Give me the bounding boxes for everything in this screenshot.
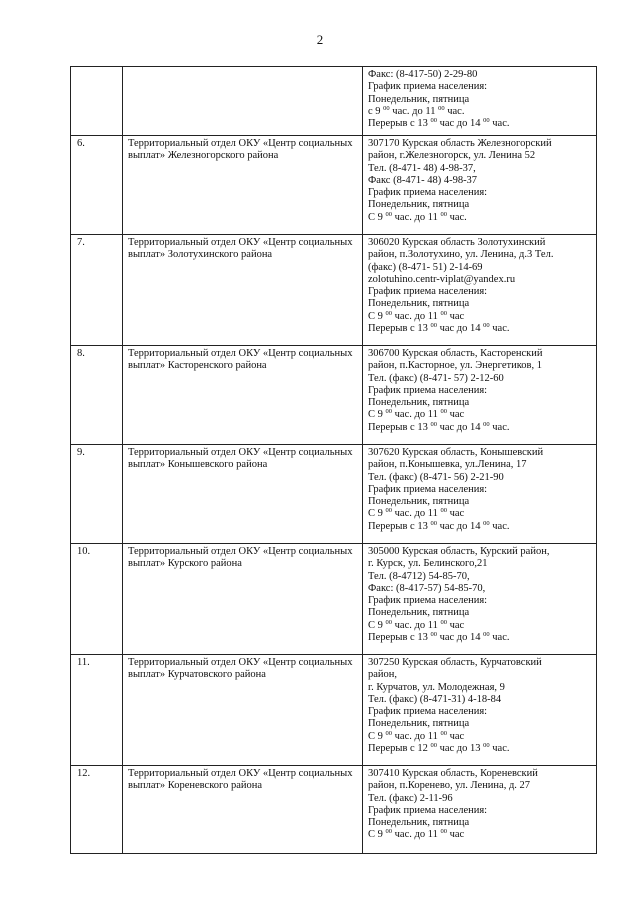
office-contact-cell [363,655,597,766]
contact-line: 306020 Курская область Золотухинский [368,237,546,248]
schedule-text: Перерыв с 13 [368,421,431,433]
offices-table [70,66,597,854]
contact-line: Понедельник, пятница [368,718,470,730]
schedule-minutes: 00 [483,631,490,639]
schedule-minutes: 00 [430,519,437,527]
contact-line: Тел. (факс) (8-471- 56) 2-21-90 [368,471,504,483]
schedule-minutes: 00 [440,507,447,515]
schedule-text: С 9 [368,409,386,421]
contact-line: район, п.Касторное, ул. Энергетиков, 1 [368,360,542,372]
schedule-text: час до 14 [436,632,484,644]
contact-line: 307250 Курская область, Курчатовский [368,657,542,668]
row-number-cell [71,67,123,136]
contact-line: Тел. (факс) 2-11-96 [368,792,453,804]
schedule-text: час. до 11 [392,211,441,223]
office-contact-cell [363,136,597,235]
office-name: Территориальный отдел ОКУ «Центр социальных выплат» Курского района [128,546,353,570]
office-name-cell [123,655,363,766]
contact-line: Факс: (8-417-50) 2-29-80 [368,69,478,80]
row-number: 10. [77,546,91,557]
contact-line: район, п.Золотухино, ул. Ленина, д.3 Тел. [368,249,554,261]
contact-line [363,323,596,335]
contact-line: График приема населения: [368,595,488,607]
office-name-cell [123,67,363,136]
row-number: 12. [77,768,91,779]
schedule-text: Перерыв с 13 [368,323,431,335]
office-row [71,544,597,655]
contact-line: 306700 Курская область, Касторенский [368,348,543,359]
contact-line: район, п.Конышевка, ул.Ленина, 17 [368,459,527,471]
office-row [71,67,597,136]
schedule-text: Перерыв с 13 [368,632,431,644]
schedule-text: час. [489,323,510,335]
schedule-minutes: 00 [440,309,447,317]
contact-line [363,829,596,841]
schedule-minutes: 00 [385,828,393,836]
contact-line [363,632,596,644]
schedule-minutes: 00 [430,420,437,428]
schedule-text: час. до 11 [392,409,441,421]
contact-line: Понедельник, пятница [368,607,470,619]
contact-line: Тел. (факс) (8-471-31) 4-18-84 [368,693,502,705]
office-contact-cell [363,766,597,854]
schedule-text: час до 14 [436,520,484,532]
schedule-minutes: 00 [483,742,490,750]
schedule-text: час. [489,632,510,644]
row-number-cell [71,766,123,854]
schedule-text: Перерыв с 12 [368,743,431,755]
contact-line [363,620,596,632]
office-name: Территориальный отдел ОКУ «Центр социальных выплат» Железногорского района [128,138,353,162]
schedule-text: С 9 [368,211,386,223]
office-row [71,655,597,766]
schedule-minutes: 00 [385,210,393,218]
contact-line: График приема населения: [368,706,488,718]
contact-line [363,508,596,520]
contact-line: График приема населения: [368,187,488,199]
office-name: Территориальный отдел ОКУ «Центр социальных выплат» Кореневского района [128,768,353,792]
office-name-cell [123,445,363,544]
contact-line: 305000 Курская область, Курский район, [368,546,550,557]
office-row [71,235,597,346]
contact-line [363,409,596,421]
schedule-text: час. [444,105,465,117]
contact-line [363,731,596,743]
row-number: 7. [77,237,85,248]
office-row [71,445,597,544]
schedule-minutes: 00 [483,322,490,330]
schedule-minutes: 00 [440,729,447,737]
schedule-minutes: 00 [483,420,490,428]
row-number-cell [71,655,123,766]
office-contact-cell [363,235,597,346]
page-number: 2 [316,32,324,47]
contact-line: 307620 Курская область, Конышевский [368,447,544,458]
office-contact-cell [363,544,597,655]
schedule-text: час [446,508,465,520]
contact-line [363,118,596,130]
schedule-text: час [446,730,465,742]
contact-line [363,311,596,323]
row-number-cell [71,544,123,655]
row-number-cell [71,136,123,235]
contact-line: Тел. (8-4712) 54-85-70, [368,570,470,582]
contact-line: График приема населения: [368,384,488,396]
contact-line [363,743,596,755]
contact-line: г. Курчатов, ул. Молодежная, 9 [368,681,505,693]
office-name-cell [123,136,363,235]
contact-line: Понедельник, пятница [368,496,470,508]
contact-line: График приема населения: [368,483,488,495]
row-number-cell [71,445,123,544]
schedule-text: час до 14 [436,421,484,433]
schedule-text: час [446,310,465,322]
contact-line: Понедельник, пятница [368,298,470,310]
schedule-minutes: 00 [430,117,437,125]
office-contact-cell [363,445,597,544]
schedule-text: час. до 11 [389,105,439,117]
offices-table-body [71,67,597,854]
office-contact-cell [363,67,597,136]
schedule-text: час [446,409,465,421]
row-number: 6. [77,138,85,149]
contact-line [363,106,596,118]
schedule-minutes: 00 [385,408,393,416]
office-name-cell [123,766,363,854]
schedule-minutes: 00 [385,309,393,317]
office-row [71,136,597,235]
schedule-text: Перерыв с 13 [368,118,431,130]
office-contact-cell [363,346,597,445]
row-number: 11. [77,657,90,668]
contact-line [363,521,596,533]
schedule-minutes: 00 [440,828,447,836]
schedule-text: час. [489,421,510,433]
office-name-cell [123,235,363,346]
schedule-text: час. до 11 [392,310,441,322]
contact-line: Факс: (8-417-57) 54-85-70, [368,582,486,594]
schedule-text: час [446,619,465,631]
row-number-cell [71,346,123,445]
contact-line: Понедельник, пятница [368,93,470,105]
schedule-text: С 9 [368,619,386,631]
schedule-minutes: 00 [483,117,490,125]
schedule-text: час до 14 [436,118,484,130]
contact-line: Тел. (факс) (8-471- 57) 2-12-60 [368,372,504,384]
schedule-text: час. [446,211,467,223]
contact-line: Понедельник, пятница [368,817,470,829]
schedule-minutes: 00 [385,507,393,515]
contact-line: График приема населения: [368,286,488,298]
row-number [71,67,122,69]
schedule-text: час. [489,118,510,130]
office-row [71,766,597,854]
contact-line: График приема населения: [368,81,488,93]
schedule-minutes: 00 [440,618,447,626]
contact-line: Тел. (8-471- 48) 4-98-37, [368,162,476,174]
schedule-text: час. [489,520,510,532]
contact-line: График приема населения: [368,804,488,816]
schedule-text: час. до 11 [392,508,441,520]
schedule-text: С 9 [368,508,386,520]
schedule-text: С 9 [368,310,386,322]
schedule-text: час до 14 [436,323,484,335]
office-name-cell [123,544,363,655]
schedule-text: час [446,829,465,841]
contact-line [363,212,596,224]
schedule-minutes: 00 [430,631,437,639]
schedule-text: час. до 11 [392,829,441,841]
schedule-minutes: 00 [383,104,390,112]
row-number: 8. [77,348,85,359]
office-name [123,67,362,69]
schedule-minutes: 00 [438,104,445,112]
contact-line: район, г.Железногорск, ул. Ленина 52 [368,150,536,162]
contact-line: район, п.Коренево, ул. Ленина, д. 27 [368,780,531,792]
schedule-text: час. [489,743,510,755]
row-number: 9. [77,447,85,458]
row-number-cell [71,235,123,346]
schedule-minutes: 00 [385,618,393,626]
schedule-minutes: 00 [385,729,393,737]
schedule-text: Перерыв с 13 [368,520,431,532]
office-name: Территориальный отдел ОКУ «Центр социальных выплат» Золотухинского района [128,237,353,261]
schedule-minutes: 00 [430,742,437,750]
office-name: Территориальный отдел ОКУ «Центр социальных выплат» Конышевского района [128,447,353,471]
contact-line: Понедельник, пятница [368,199,470,211]
schedule-text: час. до 11 [392,619,441,631]
schedule-minutes: 00 [483,519,490,527]
office-row [71,346,597,445]
office-name: Территориальный отдел ОКУ «Центр социальных выплат» Курчатовского района [128,657,353,681]
contact-line: Факс (8-471- 48) 4-98-37 [368,174,478,186]
schedule-text: с 9 [368,105,384,117]
contact-line: район, [368,669,398,681]
contact-line: 307170 Курская область Железногорский [368,138,552,149]
schedule-minutes: 00 [430,322,437,330]
office-name-cell [123,346,363,445]
contact-line: zolotuhino.centr-viplat@yandex.ru [368,273,516,285]
schedule-minutes: 00 [440,408,447,416]
contact-line: г. Курск, ул. Белинского,21 [368,558,488,570]
office-name: Территориальный отдел ОКУ «Центр социальных выплат» Касторенского района [128,348,353,372]
schedule-minutes: 00 [440,210,447,218]
contact-line: (факс) (8-471- 51) 2-14-69 [368,261,483,273]
schedule-text: С 9 [368,730,386,742]
schedule-text: час. до 11 [392,730,441,742]
schedule-text: час до 13 [436,743,484,755]
contact-line: Понедельник, пятница [368,397,470,409]
schedule-text: С 9 [368,829,386,841]
contact-line: 307410 Курская область, Кореневский [368,768,538,779]
contact-line [363,422,596,434]
